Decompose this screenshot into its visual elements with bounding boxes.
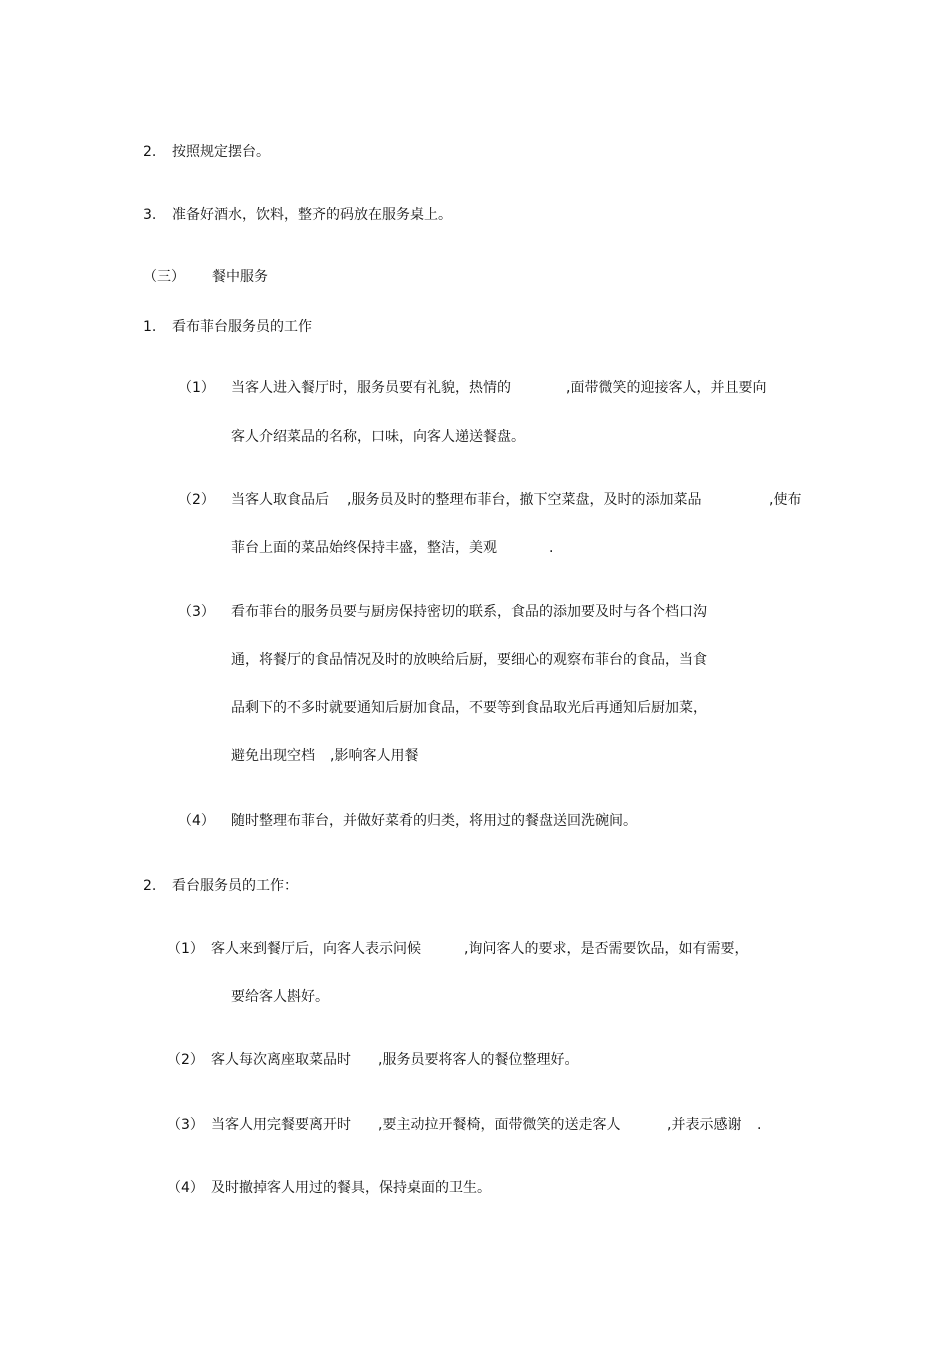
paragraph-line: 品剩下的不多时就要通知后厨加食品，不要等到食品取光后再通知后厨加菜， xyxy=(231,700,707,716)
paragraph-line: 客人每次离座取菜品时 xyxy=(211,1052,351,1068)
item-number: 2. xyxy=(143,144,157,160)
sub-number: （2） xyxy=(167,1052,204,1068)
paragraph-line: 客人介绍菜品的名称，口味，向客人递送餐盘。 xyxy=(231,429,525,445)
sub-number: （3） xyxy=(167,1117,204,1133)
paragraph-line: 当客人进入餐厅时，服务员要有礼貌，热情的 xyxy=(231,380,511,396)
paragraph-line: 要给客人斟好。 xyxy=(231,989,329,1005)
paragraph-line: ,要主动拉开餐椅，面带微笑的送走客人 xyxy=(378,1117,621,1133)
sub-number: （1） xyxy=(178,380,215,396)
part-title: 看布菲台服务员的工作 xyxy=(172,319,312,335)
sub-number: （3） xyxy=(178,604,215,620)
part-number: 1. xyxy=(143,319,157,335)
section-title: 餐中服务 xyxy=(212,269,268,285)
paragraph-line: 及时撤掉客人用过的餐具，保持桌面的卫生。 xyxy=(211,1180,491,1196)
item-text: 按照规定摆台。 xyxy=(172,144,270,160)
sub-number: （1） xyxy=(167,941,204,957)
section-number: （三） xyxy=(143,269,185,285)
part-title: 看台服务员的工作： xyxy=(172,878,298,894)
part-number: 2. xyxy=(143,878,157,894)
item-text: 准备好酒水，饮料，整齐的码放在服务桌上。 xyxy=(172,207,452,223)
sub-number: （2） xyxy=(178,492,215,508)
paragraph-line: 通，将餐厅的食品情况及时的放映给后厨，要细心的观察布菲台的食品，当食 xyxy=(231,652,707,668)
sub-number: （4） xyxy=(167,1180,204,1196)
paragraph-line: 随时整理布菲台，并做好菜肴的归类，将用过的餐盘送回洗碗间。 xyxy=(231,813,637,829)
paragraph-line: ,并表示感谢 xyxy=(667,1117,742,1133)
paragraph-line: 当客人用完餐要离开时 xyxy=(211,1117,351,1133)
paragraph-line: ,服务员要将客人的餐位整理好。 xyxy=(378,1052,579,1068)
paragraph-line: 避免出现空档 xyxy=(231,748,315,764)
sub-number: （4） xyxy=(178,813,215,829)
item-number: 3. xyxy=(143,207,157,223)
paragraph-line: ,面带微笑的迎接客人，并且要向 xyxy=(566,380,767,396)
paragraph-line: ,服务员及时的整理布菲台，撤下空菜盘，及时的添加菜品 xyxy=(347,492,702,508)
paragraph-line: 当客人取食品后 xyxy=(231,492,329,508)
paragraph-line: . xyxy=(757,1117,762,1133)
paragraph-line: 看布菲台的服务员要与厨房保持密切的联系，食品的添加要及时与各个档口沟 xyxy=(231,604,707,620)
paragraph-line: ,询问客人的要求，是否需要饮品，如有需要， xyxy=(464,941,749,957)
paragraph-line: ,影响客人用餐 xyxy=(330,748,419,764)
paragraph-line: . xyxy=(549,540,554,556)
paragraph-line: 菲台上面的菜品始终保持丰盛，整洁，美观 xyxy=(231,540,497,556)
paragraph-line: 客人来到餐厅后，向客人表示问候 xyxy=(211,941,421,957)
paragraph-line: ,使布 xyxy=(769,492,802,508)
